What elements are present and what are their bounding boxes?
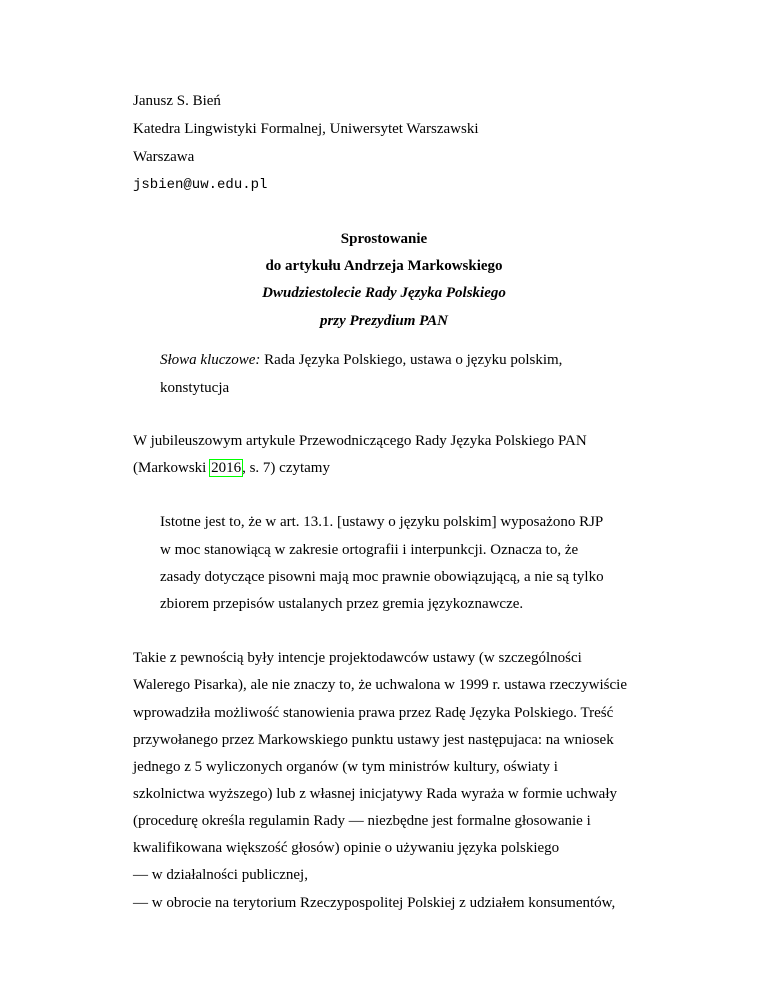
body-line-8: kwalifikowana większość głosów) opinie o używaniu języka polskiego	[133, 840, 560, 856]
body-line-4: przywołanego przez Markowskiego punktu ustawy jest następujaca: na wniosek	[133, 732, 614, 748]
body-line-5: jednego z 5 wyliczonych organów (w tym ministrów kultury, oświaty i	[133, 759, 558, 775]
quote-line-1: Istotne jest to, że w art. 13.1. [ustawy o języku polskim] wyposażono RJP	[160, 514, 604, 530]
title-line-4: przy Prezydium PAN	[319, 313, 449, 329]
author-city: Warszawa	[133, 149, 195, 165]
keywords-values: Rada Języka Polskiego, ustawa o języku polskim,	[260, 352, 563, 368]
intro-line-2	[133, 458, 330, 478]
quote-line-3: zasady dotyczące pisowni mają moc prawnie obowiązującą, a nie są tylko	[160, 569, 604, 585]
intro-line-1: W jubileuszowym artykule Przewodniczącego Rady Języka Polskiego PAN	[133, 433, 587, 449]
author-name: Janusz S. Bień	[133, 93, 221, 109]
intro-text-after-citation: , s. 7) czytamy	[242, 460, 330, 476]
title-line-1: Sprostowanie	[340, 231, 428, 247]
body-line-2: Walerego Pisarka), ale nie znaczy to, że uchwalona w 1999 r. ustawa rzeczywiście	[133, 677, 627, 693]
body-line-7: (procedurę określa regulamin Rady — niezbędne jest formalne głosowanie i	[133, 813, 591, 829]
citation-link[interactable]: 2016	[211, 460, 242, 476]
keywords-line-1	[160, 350, 562, 370]
quote-line-2: w moc stanowiącą w zakresie ortografii i interpunkcji. Oznacza to, że	[160, 542, 579, 558]
keywords-line-2: konstytucja	[160, 380, 230, 396]
author-email: jsbien@uw.edu.pl	[133, 177, 268, 193]
intro-text-before-citation: (Markowski	[133, 460, 211, 476]
author-affiliation: Katedra Lingwistyki Formalnej, Uniwersytet Warszawski	[133, 121, 479, 137]
body-list-item-1: — w działalności publicznej,	[133, 867, 308, 883]
quote-line-4: zbiorem przepisów ustalanych przez gremia językoznawcze.	[160, 596, 524, 612]
keywords-label: Słowa kluczowe:	[160, 352, 261, 368]
body-line-6: szkolnictwa wyższego) lub z własnej inicjatywy Rada wyraża w formie uchwały	[133, 786, 617, 802]
body-list-item-2: — w obrocie na terytorium Rzeczypospolitej Polskiej z udziałem konsumentów,	[133, 895, 616, 911]
body-line-1: Takie z pewnością były intencje projektodawców ustawy (w szczególności	[133, 650, 582, 666]
body-line-3: wprowadziła możliwość stanowienia prawa przez Radę Języka Polskiego. Treść	[133, 705, 614, 721]
title-line-2: do artykułu Andrzeja Markowskiego	[265, 258, 503, 274]
title-line-3: Dwudziestolecie Rady Języka Polskiego	[262, 285, 506, 301]
